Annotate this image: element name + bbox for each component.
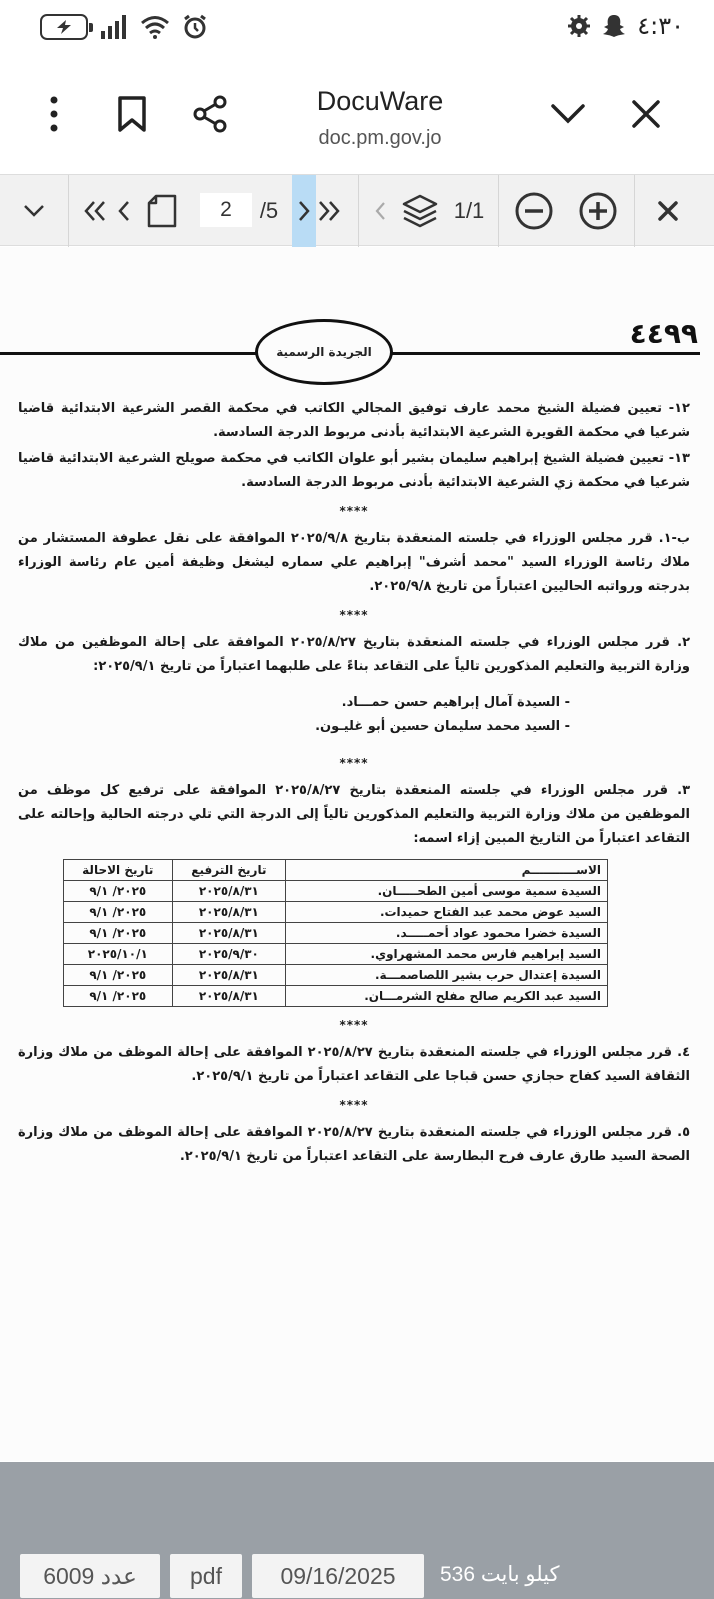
separator-stars: **** bbox=[339, 608, 369, 622]
separator-stars: **** bbox=[339, 756, 369, 770]
item-12: ١٢- تعيين فضيلة الشيخ محمد عارف توفيق المجالي الكاتب في محكمة القصر الشرعية الابتدائية قاضيا شرعيا في محكمة القويرة الشرعية الابتدائية بأدنى مربوط الدرجة السادسة. bbox=[18, 401, 690, 440]
cell-retirement-date: ٢٠٢٥/ ٩/١ bbox=[64, 965, 173, 986]
cell-name: السيدة إعتدال حرب بشير اللصاصمـــة. bbox=[286, 965, 608, 986]
snapchat-icon bbox=[601, 13, 627, 39]
cell-name: السيد عوض محمد عبد الفتاح حميدات. bbox=[286, 902, 608, 923]
layers-icon[interactable] bbox=[398, 175, 442, 247]
document-page[interactable] bbox=[0, 247, 714, 1461]
table-row bbox=[64, 923, 608, 944]
table-header-row bbox=[64, 860, 608, 881]
bookmark-icon[interactable] bbox=[106, 88, 158, 140]
wifi-icon bbox=[140, 15, 170, 39]
cell-promotion-date: ٢٠٢٥/٨/٣١ bbox=[172, 986, 286, 1007]
browser-header bbox=[0, 60, 714, 172]
previous-page-icon[interactable] bbox=[112, 175, 136, 247]
cell-promotion-date: ٢٠٢٥/٨/٣١ bbox=[172, 923, 286, 944]
site-title: DocuWare bbox=[316, 86, 444, 116]
name-line: - السيدة آمال إبراهيم حسن حمـــاد. bbox=[341, 695, 570, 710]
first-page-icon[interactable] bbox=[80, 175, 110, 247]
cell-promotion-date: ٢٠٢٥/٨/٣١ bbox=[172, 965, 286, 986]
signal-icon bbox=[100, 15, 128, 39]
table-row bbox=[64, 944, 608, 965]
previous-layer-icon[interactable] bbox=[370, 175, 390, 247]
close-icon[interactable] bbox=[620, 88, 672, 140]
gazette-title-oval bbox=[255, 319, 393, 385]
cell-retirement-date: ٢٠٢٥/ ٩/١ bbox=[64, 923, 173, 944]
header-name: الاســـــــــــم bbox=[286, 860, 608, 881]
header-retirement-date: تاريخ الاحالة bbox=[64, 860, 173, 881]
separator-stars: **** bbox=[339, 1098, 369, 1112]
promotion-table bbox=[63, 859, 608, 1007]
viewer-toolbar bbox=[0, 174, 714, 246]
item-13: ١٣- تعيين فضيلة الشيخ إبراهيم سليمان بشير أبو علوان الكاتب في محكمة صويلح الشرعية الابتدائية قاضيا شرعيا في محكمة زي الشرعية الابتدائية بأدنى مربوط الدرجة السادسة. bbox=[18, 451, 690, 490]
document-size: كيلو بايت 536 bbox=[440, 1563, 560, 1586]
cell-name: السيد عبد الكريم صالح مفلح الشرمـــان. bbox=[286, 986, 608, 1007]
cell-retirement-date: ٢٠٢٥/ ٩/١ bbox=[64, 881, 173, 902]
name-line: - السيد محمد سليمان حسين أبو غليـون. bbox=[315, 719, 570, 734]
page-title-block bbox=[280, 86, 480, 150]
decision-5: ٥. قرر مجلس الوزراء في جلسته المنعقدة بتاريخ ٢٠٢٥/٨/٢٧ الموافقة على إحالة الموظف من ملاك وزارة الصحة السيد طارق عارف فرح البطارسة على التقاعد اعتباراً من تاريخ ٢٠٢٥/٩/١. bbox=[18, 1125, 691, 1164]
alarm-icon bbox=[182, 14, 208, 40]
gazette-title: الجريدة الرسمية bbox=[276, 345, 372, 359]
chevron-down-icon[interactable] bbox=[542, 88, 594, 140]
document-date: 09/16/2025 bbox=[252, 1554, 424, 1598]
table-row bbox=[64, 986, 608, 1007]
separator-stars: **** bbox=[339, 504, 369, 518]
share-icon[interactable] bbox=[184, 88, 236, 140]
more-options-icon[interactable] bbox=[28, 88, 80, 140]
last-page-icon[interactable] bbox=[314, 175, 344, 247]
zoom-out-icon[interactable] bbox=[512, 175, 556, 247]
document-type: pdf bbox=[170, 1554, 242, 1598]
site-url: doc.pm.gov.jo bbox=[318, 127, 442, 149]
document-count: عدد 6009 bbox=[20, 1554, 160, 1598]
decision-4: ٤. قرر مجلس الوزراء في جلسته المنعقدة بتاريخ ٢٠٢٥/٨/٢٧ الموافقة على إحالة الموظف من ملاك وزارة الثقافة السيد كفاح حجازي حسن قباجا على التقاعد اعتباراً من تاريخ ٢٠٢٥/٩/١. bbox=[18, 1045, 691, 1084]
decision-2-names bbox=[18, 691, 690, 739]
layer-count: 1/1 bbox=[453, 198, 485, 223]
table-row bbox=[64, 902, 608, 923]
cell-promotion-date: ٢٠٢٥/٨/٣١ bbox=[172, 881, 286, 902]
table-row bbox=[64, 965, 608, 986]
total-pages: /5 bbox=[259, 198, 279, 223]
cell-name: السيدة سمية موسى أمين الطحـــــان. bbox=[286, 881, 608, 902]
status-time: ٤:٣٠ bbox=[637, 12, 684, 40]
header-promotion-date: تاريخ الترفيع bbox=[172, 860, 286, 881]
cell-retirement-date: ٢٠٢٥/١٠/١ bbox=[64, 944, 173, 965]
document-info-bar bbox=[0, 1462, 714, 1599]
decision-3: ٣. قرر مجلس الوزراء في جلسته المنعقدة بتاريخ ٢٠٢٥/٨/٢٧ الموافقة على ترفيع كل موظف من الموظفين من ملاك وزارة التربية والتعليم المذكورين تالياً إلى الدرجة التي تلي درجته الحالية وإحالته على التقاعد اعتباراً من التاريخ المبين إزاء اسمه: bbox=[18, 783, 690, 846]
gazette-number: ٤٤٩٩ bbox=[629, 317, 698, 350]
toolbar-menu-chevron-icon[interactable] bbox=[14, 175, 54, 247]
page-number-input[interactable]: 2 bbox=[200, 193, 252, 227]
decision-2: ٢. قرر مجلس الوزراء في جلسته المنعقدة بتاريخ ٢٠٢٥/٨/٢٧ الموافقة على إحالة الموظفين من ملاك وزارة التربية والتعليم المذكورين تالياً على التقاعد بناءً على طلبهما اعتباراً من تاريخ ٢٠٢٥/٩/١: bbox=[18, 635, 691, 674]
zoom-in-icon[interactable] bbox=[576, 175, 620, 247]
page-icon[interactable] bbox=[142, 175, 182, 247]
settings-icon bbox=[567, 14, 591, 38]
cell-retirement-date: ٢٠٢٥/ ٩/١ bbox=[64, 986, 173, 1007]
cell-promotion-date: ٢٠٢٥/٨/٣١ bbox=[172, 902, 286, 923]
document-text bbox=[18, 397, 690, 1171]
close-viewer-icon[interactable] bbox=[648, 175, 688, 247]
battery-charging-icon bbox=[40, 14, 88, 40]
cell-name: السيد إبراهيم فارس محمد المشهراوي. bbox=[286, 944, 608, 965]
cell-retirement-date: ٢٠٢٥/ ٩/١ bbox=[64, 902, 173, 923]
separator-stars: **** bbox=[339, 1018, 369, 1032]
decision-b1: ب-١. قرر مجلس الوزراء في جلسته المنعقدة بتاريخ ٢٠٢٥/٩/٨ الموافقة على نقل عطوفة المستشار من ملاك رئاسة الوزراء السيد "محمد أشرف" إبراهيم علي سماره ليشغل وظيفة أمين عام رئاسة الوزراء بدرجته ورواتبه الحاليين اعتباراً من تاريخ ٢٠٢٥/٩/٨. bbox=[18, 531, 690, 594]
table-row bbox=[64, 881, 608, 902]
status-bar bbox=[0, 0, 714, 56]
cell-name: السيدة خضرا محمود عواد أحمـــــد. bbox=[286, 923, 608, 944]
cell-promotion-date: ٢٠٢٥/٩/٣٠ bbox=[172, 944, 286, 965]
next-page-icon[interactable] bbox=[292, 175, 316, 247]
